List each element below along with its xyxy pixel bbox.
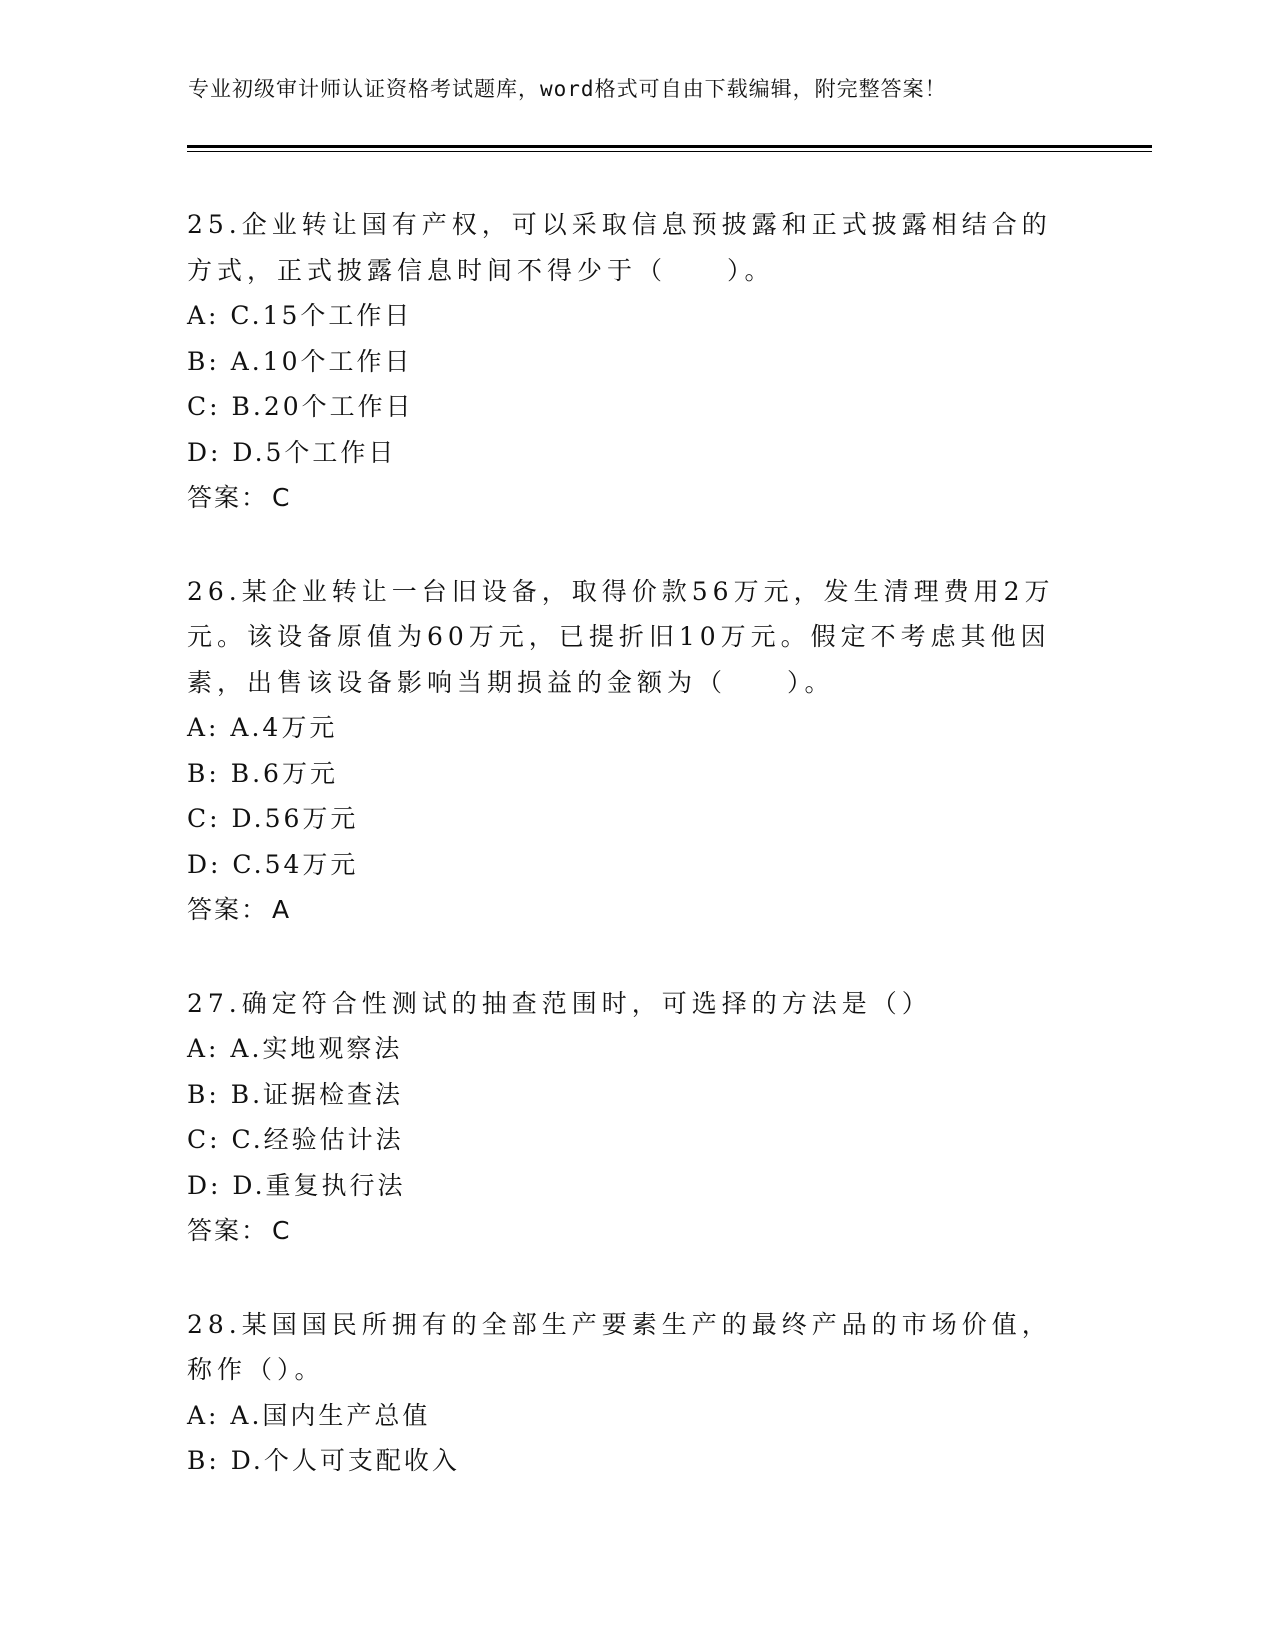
- question-list: [187, 202, 1077, 1532]
- answer-line: [187, 887, 1077, 933]
- question-27: [187, 981, 1077, 1254]
- answer-value: C: [272, 483, 292, 512]
- answer-value: A: [272, 895, 292, 924]
- option-a: A: A.国内生产总值: [187, 1400, 431, 1430]
- option-d: D: D.重复执行法: [187, 1170, 406, 1200]
- option-b: B: B.6万元: [187, 758, 338, 788]
- question-stem: 28.某国国民所拥有的全部生产要素生产的最终产品的市场价值，称作（）。: [187, 1309, 1052, 1384]
- header-rule-thick: [187, 145, 1152, 148]
- option-a: A: A.实地观察法: [187, 1034, 403, 1063]
- option-b: B: D.个人可支配收入: [187, 1446, 460, 1475]
- option-c: C: C.经验估计法: [187, 1125, 404, 1154]
- option-c: C: B.20个工作日: [187, 392, 414, 421]
- option-b: B: B.证据检查法: [187, 1079, 404, 1109]
- option-c: C: D.56万元: [187, 804, 359, 833]
- answer-label: 答案：: [187, 1216, 269, 1245]
- answer-label: 答案：: [187, 895, 269, 924]
- option-a: A: C.15个工作日: [187, 301, 413, 330]
- option-d: D: C.54万元: [187, 849, 359, 879]
- page-header-title: 专业初级审计师认证资格考试题库，word格式可自由下载编辑，附完整答案！: [188, 77, 947, 101]
- answer-line: [187, 475, 1077, 521]
- answer-line: [187, 1208, 1077, 1254]
- question-stem: 27.确定符合性测试的抽查范围时，可选择的方法是（）: [187, 988, 932, 1018]
- question-stem: 25.企业转让国有产权，可以采取信息预披露和正式披露相结合的方式，正式披露信息时间不得少于（ ）。: [187, 210, 1052, 285]
- header-rule-thin: [187, 151, 1152, 152]
- option-a: A: A.4万元: [187, 713, 338, 742]
- answer-label: 答案：: [187, 483, 269, 512]
- answer-value: C: [272, 1216, 292, 1245]
- option-b: B: A.10个工作日: [187, 346, 413, 376]
- question-28: [187, 1302, 1077, 1484]
- option-d: D: D.5个工作日: [187, 437, 397, 467]
- question-26: [187, 569, 1077, 933]
- question-stem: 26.某企业转让一台旧设备，取得价款56万元，发生清理费用2万元。该设备原值为60万元，已提折旧10万元。假定不考虑其他因素，出售该设备影响当期损益的金额为（ ）。: [187, 576, 1055, 697]
- question-25: [187, 202, 1077, 521]
